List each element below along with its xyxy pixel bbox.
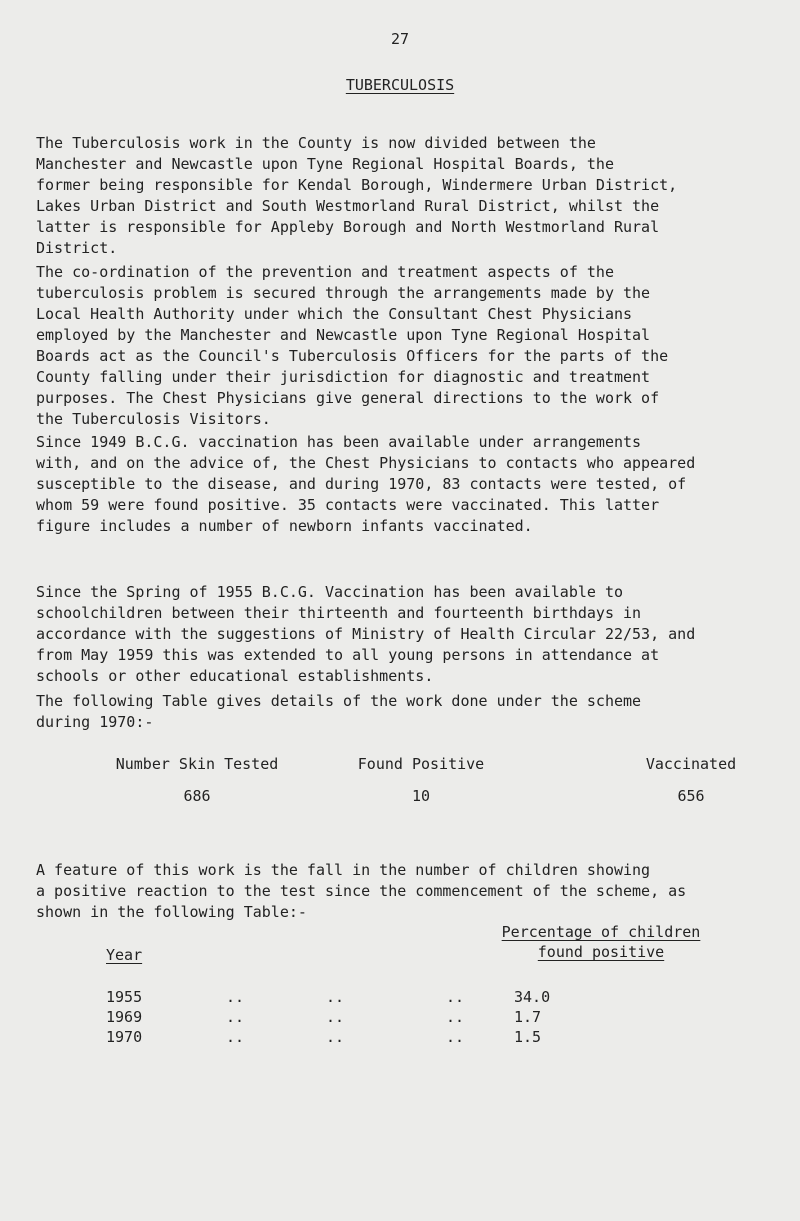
title-text: TUBERCULOSIS: [345, 76, 455, 94]
value-skin-tested: 686: [183, 787, 211, 805]
table-row: [36, 1008, 766, 1030]
paragraph-1: The Tuberculosis work in the County is now divided between the Manchester and Newcastle upon Tyne Regional Hospital Boards, the former being responsible for Kendal Borough, Windermere Urban District, Lakes Urban District and South Westmorland Rural District, whilst the latter is responsible for Appleby Borough and North Westmorland Rural District.: [36, 134, 678, 257]
header-skin-tested: Number Skin Tested: [115, 755, 279, 773]
paragraph-5: The following Table gives details of the work done under the scheme during 1970:-: [36, 692, 642, 731]
percentage-header-line1: Percentage of children: [501, 923, 701, 941]
row-year: 1969: [106, 1008, 143, 1026]
leader-dots: ..: [446, 988, 465, 1006]
row-percentage: 1.5: [514, 1028, 542, 1046]
leader-dots: ..: [226, 1028, 245, 1046]
paragraph-2: The co-ordination of the prevention and treatment aspects of the tuberculosis problem is secured through the arrangements made by the Local Health Authority under which the Consultant Chest Physicians employed by the Manchester and Newcastle upon Tyne Regional Hospital Boards act as the Council's Tuberculosis Officers for the parts of the County falling under their jurisdiction for diagnostic and treatment purposes. The Chest Physicians give general directions to the work of the Tuberculosis Visitors.: [36, 263, 669, 428]
leader-dots: ..: [226, 1008, 245, 1026]
year-header: Year: [106, 946, 143, 964]
leader-dots: ..: [446, 1008, 465, 1026]
paragraph-4: Since the Spring of 1955 B.C.G. Vaccination has been available to schoolchildren between their thirteenth and fourteenth birthdays in accordance with the suggestions of Ministry of Health Circular 22/53, and from May 1959 this was extended to all young persons in attendance at schools or other educational establishments.: [36, 583, 696, 685]
leader-dots: ..: [326, 1028, 345, 1046]
percentage-header-line2: found positive: [537, 943, 665, 961]
row-year: 1970: [106, 1028, 143, 1046]
leader-dots: ..: [446, 1028, 465, 1046]
table-row: [36, 988, 766, 1010]
table-row: [36, 1028, 766, 1050]
page-number: 27: [390, 30, 410, 48]
header-vaccinated: Vaccinated: [645, 755, 737, 773]
row-year: 1955: [106, 988, 143, 1006]
paragraph-6: A feature of this work is the fall in the number of children showing a positive reaction to the test since the commencement of the scheme, as shown in the following Table:-: [36, 861, 687, 921]
value-vaccinated: 656: [677, 787, 705, 805]
value-found-positive: 10: [411, 787, 431, 805]
row-percentage: 1.7: [514, 1008, 542, 1026]
leader-dots: ..: [226, 988, 245, 1006]
header-found-positive: Found Positive: [357, 755, 485, 773]
leader-dots: ..: [326, 988, 345, 1006]
row-percentage: 34.0: [514, 988, 551, 1006]
leader-dots: ..: [326, 1008, 345, 1026]
page-title: [0, 76, 800, 94]
paragraph-3: Since 1949 B.C.G. vaccination has been available under arrangements with, and on the advice of, the Chest Physicians to contacts who appeared susceptible to the disease, and during 1970, 83 contacts were tested, of whom 59 were found positive. 35 contacts were vaccinated. This latter figure includes a number of newborn infants vaccinated.: [36, 433, 696, 535]
